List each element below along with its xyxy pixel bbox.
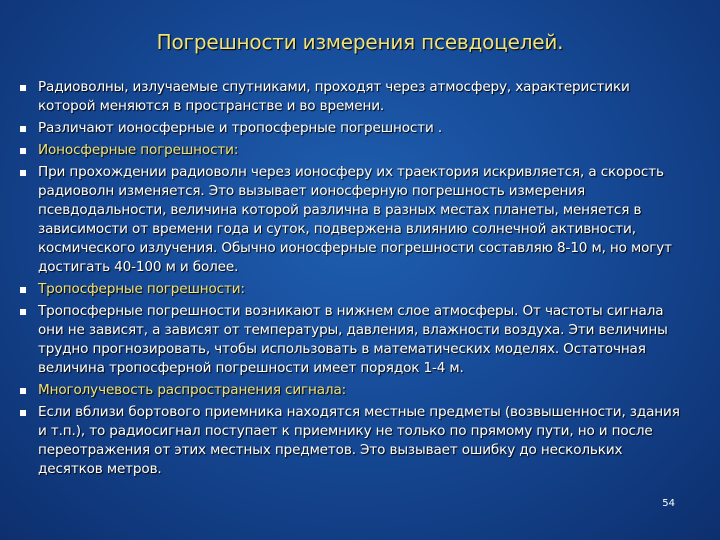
- list-item: [18, 302, 682, 378]
- bullet-icon: [20, 85, 26, 91]
- bullet-text: При прохождении радиоволн через ионосферу их траектория искривляется, а скорость радиоволн изменяется. Это вызывает ионосферную погрешность измерения псевдодальности, величина которой различна в разных местах планеты, меняется в зависимости от времени года и суток, подвержена влиянию солнечной активности, космического излучения. Обычно ионосферные погрешности составляю 8-10 м, но могут достигать 40-100 м и более.: [38, 164, 672, 275]
- list-item: [18, 78, 682, 116]
- bullet-list: [18, 78, 682, 482]
- bullet-icon: [20, 388, 26, 394]
- section-heading: Ионосферные погрешности:: [38, 142, 239, 158]
- bullet-icon: [20, 126, 26, 132]
- bullet-text: Если вблизи бортового приемника находятся местные предметы (возвышенности, здания и т.п.), то радиосигнал поступает к приемнику не только по прямому пути, но и после переотражения от этих местных предметов. Это вызывает ошибку до нескольких десятков метров.: [38, 404, 680, 477]
- slide-title: Погрешности измерения псевдоцелей.: [156, 30, 564, 54]
- bullet-icon: [20, 309, 26, 315]
- bullet-text: Тропосферные погрешности возникают в нижнем слое атмосферы. От частоты сигнала они не зависят, а зависят от температуры, давления, влажности воздуха. Эти величины трудно прогнозировать, чтобы использовать в математических моделях. Остаточная величина тропосферной погрешности имеет порядок 1-4 м.: [38, 303, 668, 376]
- section-heading: Тропосферные погрешности:: [38, 281, 245, 297]
- section-heading: Многолучевость распространения сигнала:: [38, 382, 347, 398]
- list-item: [18, 119, 682, 138]
- bullet-icon: [20, 148, 26, 154]
- bullet-icon: [20, 170, 26, 176]
- list-item: [18, 403, 682, 479]
- list-item: [18, 163, 682, 277]
- page-number: 54: [662, 498, 675, 509]
- list-item: [18, 141, 682, 160]
- bullet-text: Радиоволны, излучаемые спутниками, проходят через атмосферу, характеристики которой меняются в пространстве и во времени.: [38, 79, 630, 114]
- bullet-text: Различают ионосферные и тропосферные погрешности .: [38, 120, 443, 136]
- list-item: [18, 280, 682, 299]
- list-item: [18, 381, 682, 400]
- bullet-icon: [20, 287, 26, 293]
- bullet-icon: [20, 410, 26, 416]
